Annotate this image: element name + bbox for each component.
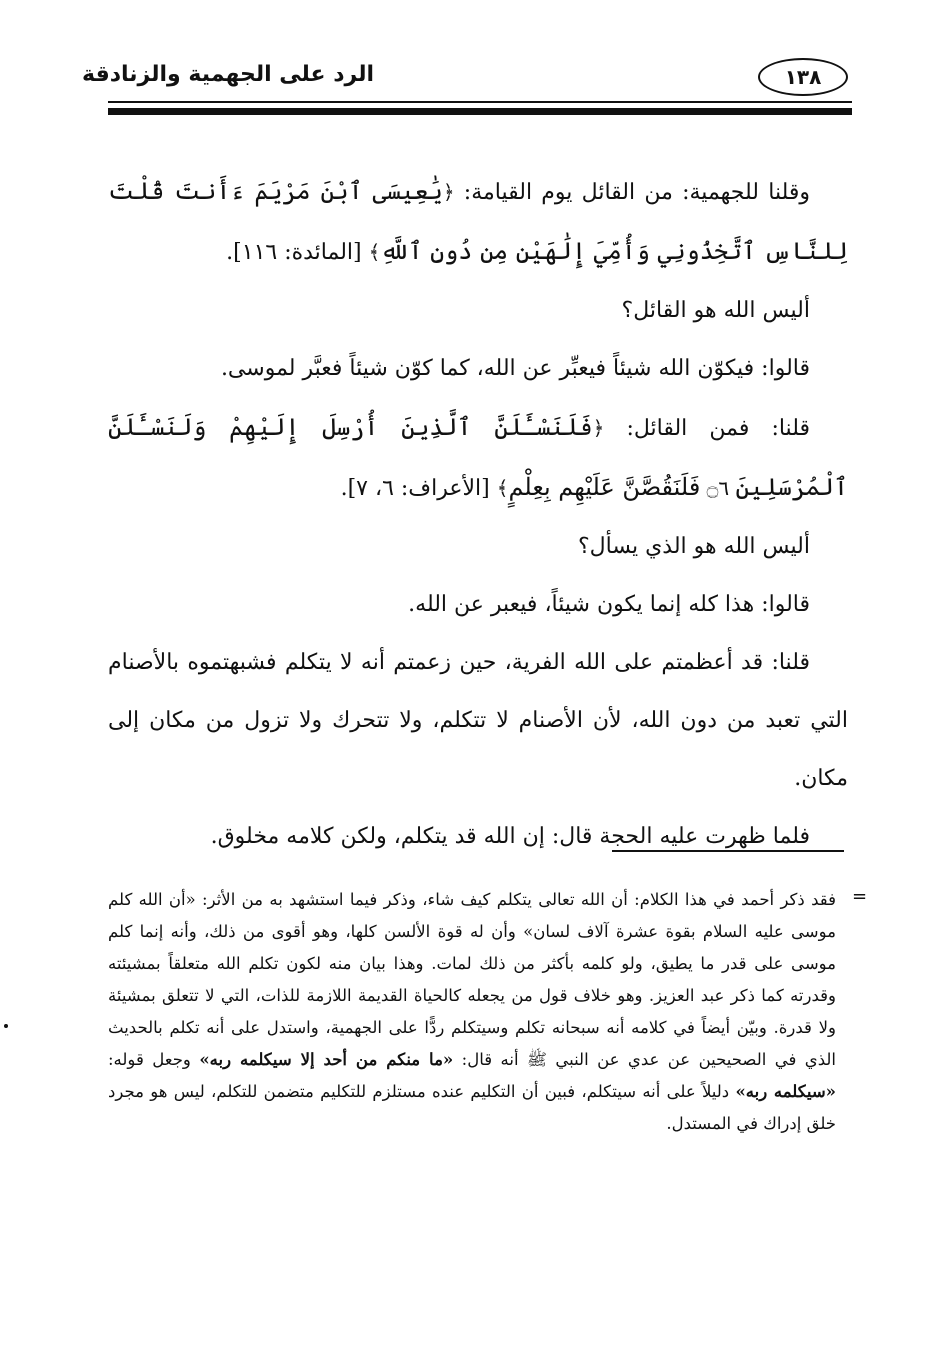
quran-close-bracket: ﴾ (368, 240, 381, 264)
paragraph-4-text: قلنا: فمن القائل: (604, 416, 810, 441)
verse-reference-maidah: [المائدة: ١١٦]. (226, 240, 369, 265)
paragraph-8: فلما ظهرت عليه الحجة قال: إن الله قد يتكلم، ولكن كلامه مخلوق. (210, 824, 810, 849)
quran-open-bracket: ﴿ (592, 416, 605, 440)
footnote-hadith-phrase: «سيكلمه ربه» (735, 1082, 836, 1101)
scan-margin-dot (4, 1024, 8, 1028)
page-number: ١٣٨ (758, 58, 848, 96)
paragraph-5: أليس الله هو الذي يسأل؟ (577, 534, 810, 559)
footnote-continuation-mark: = (852, 886, 868, 907)
ayah-marker: ۝٦ (700, 476, 736, 500)
footnote-separator (612, 850, 844, 852)
quran-close-bracket: ﴾ (496, 476, 509, 500)
header-rule-thick (108, 108, 852, 115)
quran-verse-maidah: يَٰعِيسَى ٱبْنَ مَرْيَمَ ءَأَنتَ قُلْتَ لِلنَّاسِ ٱتَّخِذُونِي وَأُمِّيَ إِلَٰهَيْنِ مِن دُونِ ٱللَّهِ (108, 177, 848, 265)
paragraph-3: قالوا: فيكوّن الله شيئاً فيعبِّر عن الله، كما كوّن شيئاً فعبَّر لموسى. (220, 356, 810, 381)
verse-reference-araf: [الأعراف: ٦، ٧]. (340, 476, 497, 501)
main-text (108, 162, 848, 866)
running-title: الرد على الجهمية والزنادقة (82, 62, 374, 87)
footnote-text (108, 884, 836, 1140)
paragraph-7: قلنا: قد أعظمتم على الله الفرية، حين زعمتم أنه لا يتكلم فشبهتموه بالأصنام التي تعبد من دون الله، لأن الأصنام لا تتكلم، ولا تتحرك ولا تزول من مكان إلى مكان. (108, 650, 848, 791)
paragraph-2: أليس الله هو القائل؟ (621, 298, 810, 323)
paragraph-1-text: وقلنا للجهمية: من القائل يوم القيامة: (454, 180, 811, 205)
footnote-segment-3: وجعل قوله: (108, 1050, 200, 1069)
header-rule-thin (108, 101, 852, 103)
footnote-hadith-quote: «ما منكم من أحد إلا سيكلمه ربه» (199, 1050, 454, 1069)
paragraph-4 (108, 398, 848, 518)
quran-verse-araf-7: فَلَنَقُصَّنَّ عَلَيْهِم بِعِلْمٍ (508, 473, 701, 501)
footnote-segment-1: فقد ذكر أحمد في هذا الكلام: أن الله تعالى يتكلم كيف شاء، وذكر فيما استشهد به من الأثر: «أن الله كلم موسى عليه السلام بقوة عشرة آلاف لسان» وأن له قوة الألسن كلها، وهو أقوى من ذلك، وأنه إنما كلم موسى على قدر ما يطيق، ولو كلمه بأكثر من ذلك لمات. وهذا بيان منه لكون تكلم الله متعلقاً بمشيئته وقدرته كما ذكر عبد العزيز. وهو خلاف قول من يجعله كالحياة القديمة اللازمة للذات، التي لا تتعلق بمشيئة ولا قدرة. وبيّن أيضاً في كلامه أنه سبحانه تكلم وسيتكلم ردًّا على الجهمية، واستدل على أنه تكلم بالحديث الذي في الصحيحين عن عدي عن النبي ﷺ أنه قال: (108, 890, 836, 1069)
paragraph-1 (108, 162, 848, 282)
quran-verse-araf-6: فَلَنَسْـَٔلَنَّ ٱلَّذِينَ أُرْسِلَ إِلَيْهِمْ وَلَنَسْـَٔلَنَّ ٱلْمُرْسَلِينَ (108, 413, 848, 501)
footnote-segment-5: دليلاً على أنه سيتكلم، فبين أن التكليم عنده مستلزم للتكليم متضمن للتكلم، ليس هو مجرد خلق إدراك في المستدل. (108, 1082, 836, 1133)
paragraph-6: قالوا: هذا كله إنما يكون شيئاً، فيعبر عن الله. (408, 592, 810, 617)
quran-open-bracket: ﴿ (442, 180, 455, 204)
